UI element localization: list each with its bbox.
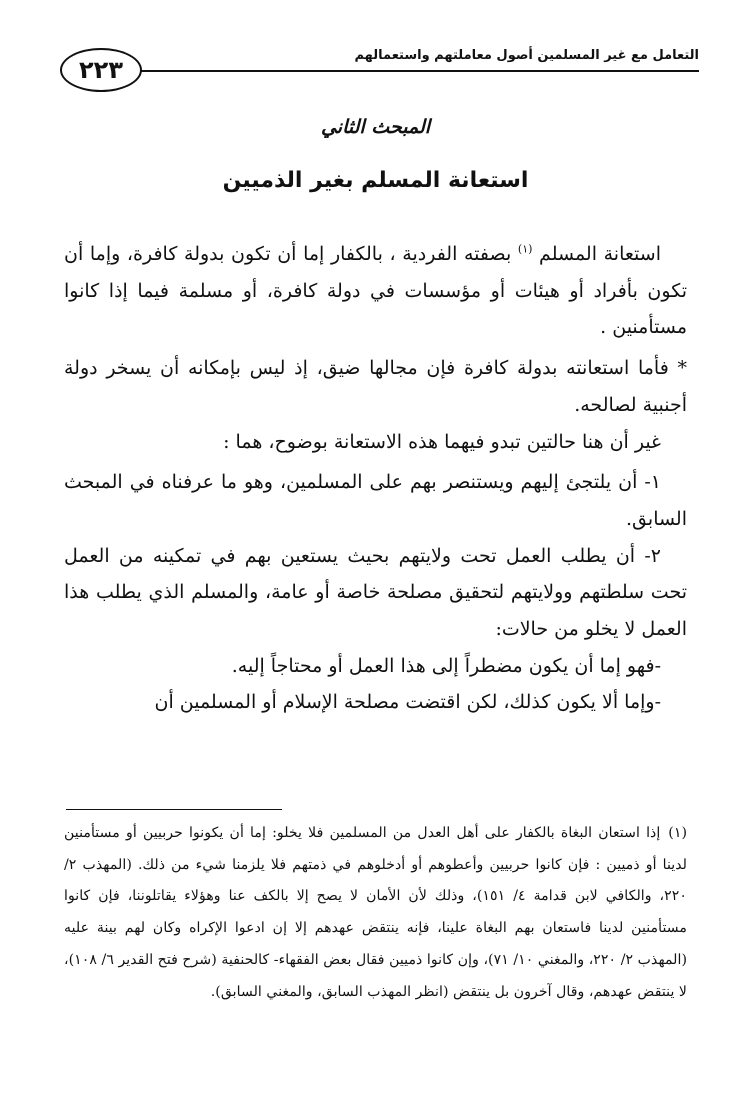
footnote-rule [66, 809, 282, 810]
body-text [64, 236, 687, 721]
running-title: التعامل مع غير المسلمين أصول معاملتهم واستعمالهم [354, 48, 699, 63]
page-header [40, 40, 699, 90]
footnote-marker: (١) [668, 825, 687, 841]
section-label: المبحث الثاني [320, 116, 431, 138]
paragraph-1-start: استعانة المسلم [532, 243, 661, 265]
paragraph-1 [64, 236, 687, 346]
paragraph-3: غير أن هنا حالتين تبدو فيهما هذه الاستعانة بوضوح، هما : [223, 430, 661, 453]
header-rule [128, 70, 699, 72]
paragraph-4: ١- أن يلتجئ إليهم ويستنصر بهم على المسلمين، وهو ما عرفناه في المبحث السابق. [64, 471, 687, 530]
paragraph-5: ٢- أن يطلب العمل تحت ولايتهم بحيث يستعين بهم في تمكينه من العمل تحت سلطتهم وولايتهم لتحقيق مصلحة خاصة أو عامة، والمسلم الذي يطلب هذا العمل لا يخلو من حالات: [64, 544, 687, 641]
footnote-text: إذا استعان البغاة بالكفار على أهل العدل من المسلمين فلا يخلو: إما أن يكونوا حربيين أو مستأمنين لدينا أو ذميين : فإن كانوا حربيين وأعطوهم أو أدخلوهم في ذمتهم فلا يلزمنا شيء من ذلك. (المهذب ٢/ ٢٢٠، والكافي لابن قدامة ٤/ ١٥١)، وذلك لأن الأمان لا يصح إلا بالكف عنا وهؤلاء يقاتلوننا، فإن كانوا مستأمنين لدينا فاستعان بهم البغاة علينا، فإنه ينتقض عهدهم إلا إن ادعوا الإكراه وكان لهم بينة عليه (المهذب ٢/ ٢٢٠، والمغني ١٠/ ٧١)، وإن كانوا ذميين فقال بعض الفقهاء- كالحنفية (شرح فتح القدير ٦/ ١٠٨)، لا ينتقض عهدهم، وقال آخرون بل ينتقض (انظر المهذب السابق، والمغني السابق). [64, 825, 687, 1000]
paragraph-1-rest: بصفته الفردية ، بالكفار إما أن تكون بدولة كافرة، وإما أن تكون بأفراد أو هيئات أو مؤسسات في دولة كافرة، أو مسلمة فيما إذا كانوا مستأمنين . [64, 243, 687, 339]
paragraph-2: * فأما استعانته بدولة كافرة فإن مجالها ضيق، إذ ليس بإمكانه أن يسخر دولة أجنبية لصالحه. [64, 357, 687, 416]
paragraph-6: -فهو إما أن يكون مضطراً إلى هذا العمل أو محتاجاً إليه. [231, 654, 661, 677]
section-title: استعانة المسلم بغير الذميين [222, 168, 529, 193]
footnotes [64, 818, 687, 1008]
page-number: ٢٢٣ [60, 48, 142, 92]
footnote-reference: (١) [517, 242, 533, 256]
paragraph-7: -وإما ألا يكون كذلك، لكن اقتضت مصلحة الإسلام أو المسلمين أن [154, 691, 661, 714]
footnote [64, 818, 687, 1008]
